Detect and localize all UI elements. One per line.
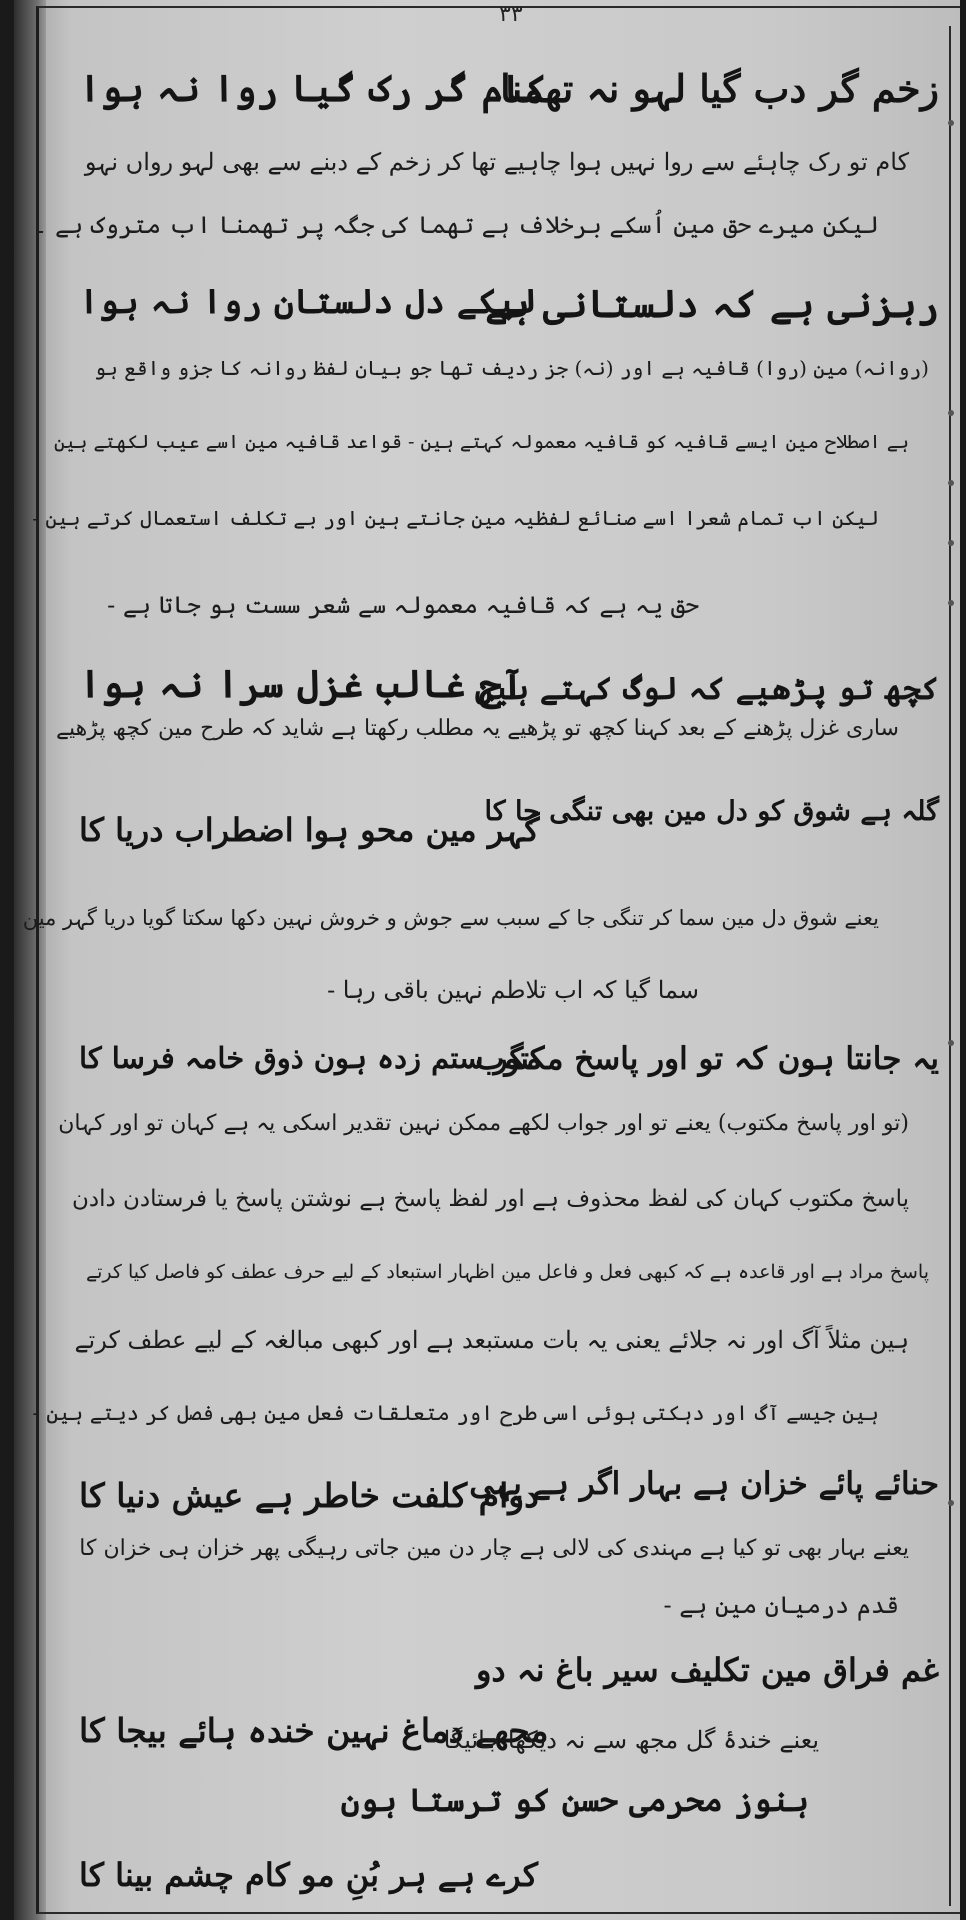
verse-2-left: لیکے دل دلستان روا نہ ہوا (79, 282, 537, 322)
prose-line: لیکن میرے حق مین اُسکے برخلاف ہے تھما کی جگہ پر تھمنا اب متروک ہے ۔ (33, 211, 879, 239)
prose-line: یعنے بہار بھی تو کیا ہے مہندی کی لالی ہے چار دن مین جاتی رہیگی پھر خزان ہی خزان کا (79, 1536, 909, 1561)
prose-line: ساری غزل پڑھنے کے بعد کہنا کچھ تو پڑھیے یہ مطلب رکھتا ہے شاید کہ طرح مین کچھ پڑھیے (56, 716, 899, 741)
verse-6-left: دوام کلفت خاطر ہے عیش دنیا کا (79, 1476, 539, 1515)
verse-7-right: غم فراق مین تکلیف سیر باغ نہ دو (475, 1651, 939, 1689)
verse-8-right: ہنوز محرمی حسن کو ترستا ہون (340, 1781, 809, 1819)
margin-dot (948, 1040, 954, 1046)
prose-line: سما گیا کہ اب تلاطم نہین باقی رہا - (327, 976, 699, 1004)
verse-2-right: رہزنی ہے کہ دلستانی ہے (485, 281, 939, 326)
margin-dots (938, 0, 960, 1920)
prose-line: کام تو رک چاہئے سے روا نہیں ہوا چاہیے تھا کر زخم کے دبنے سے بھی لہو رواں نہو (84, 148, 909, 176)
verse-5-left: مگر ستم زدہ ہون ذوق خامہ فرسا کا (79, 1041, 542, 1075)
margin-dot (948, 480, 954, 486)
prose-line: لیکن اب تمام شعرا اسے صنائع لفظیہ مین جانتے ہین اور بے تکلف استعمال کرتے ہین - (32, 506, 879, 530)
prose-line: پاسخ مکتوب کہان کی لفظ محذوف ہے اور لفظ پاسخ ہے نوشتن پاسخ یا فرستادن دادن (71, 1186, 909, 1212)
book-page (14, 0, 960, 1920)
verse-4-left: گہر مین محو ہوا اضطراب دریا کا (79, 811, 540, 849)
verse-5-right: یہ جانتا ہون کہ تو اور پاسخ مکتوب (475, 1041, 939, 1077)
prose-line: قدم درمیان مین ہے - (663, 1591, 899, 1619)
verse-6-right: حنائے پائے خزان ہے بہار اگر ہے یہی (469, 1466, 939, 1502)
verse-1-left: کام گر رک گیا روا نہ ہوا (79, 66, 547, 110)
verse-3-right: کچھ تو پڑھیے کہ لوگ کہتے ہین (474, 671, 939, 707)
verse-1-right: زخم گر دب گیا لہو نہ تھمنا (500, 66, 939, 111)
verse-8-left: کرے ہے ہر بُنِ مو کام چشم بینا کا (79, 1856, 538, 1894)
margin-dot (948, 600, 954, 606)
page-border (22, 2, 960, 1914)
margin-dot (948, 1500, 954, 1506)
prose-line: ہین مثلاً آگ اور نہ جلائے یعنی یہ بات مستبعد ہے اور کبھی مبالغہ کے لیے عطف کرتے (74, 1326, 909, 1354)
verse-7-left: مجھے دماغ نہین خندہ ہائے بیجا کا (79, 1711, 549, 1750)
page-number: ۳۳ (499, 2, 523, 27)
prose-line: یعنے شوق دل مین سما کر تنگی جا کے سبب سے جوش و خروش نہین دکھا سکتا گویا دریا گہر مین (22, 906, 879, 930)
prose-line: یعنے خندۂ گل مجھ سے نہ دیکھا جائیگا - (427, 1726, 819, 1754)
margin-dot (948, 120, 954, 126)
prose-line: ہے اصطلاح مین ایسے قافیہ کو قافیہ معمولہ کہتے ہین - قواعد قافیہ مین اسے عیب لکھتے ہین (54, 431, 909, 453)
prose-line: (روانہ) مین (روا) قافیہ ہے اور (نہ) جز ردیف تھا جو بیان لفظ روانہ کا جزو واقع ہو (94, 356, 929, 380)
verse-4-right: گلہ ہے شوق کو دل مین بھی تنگی جا کا (484, 796, 939, 827)
margin-dot (948, 410, 954, 416)
prose-line: (تو اور پاسخ مکتوب) یعنے تو اور جواب لکھے ممکن نہین تقدیر اسکی یہ ہے کہان تو اور کہان (58, 1111, 909, 1136)
page-text-area (22, 26, 951, 1906)
prose-line: حق یہ ہے کہ قافیہ معمولہ سے شعر سست ہو جاتا ہے - (107, 591, 699, 619)
prose-line: ہین جیسے آگ اور دہکتی ہوئی اسی طرح اور متعلقات فعل مین بھی فصل کر دیتے ہین - (32, 1401, 879, 1425)
prose-line: پاسخ مراد ہے اور قاعدہ ہے کہ کبھی فعل و فاعل مین اظہار استبعاد کے لیے حرف عطف کو فاصل کیا کرتے (85, 1261, 929, 1283)
verse-3-left: آج غالب غزل سرا نہ ہوا (79, 661, 524, 706)
margin-dot (948, 540, 954, 546)
